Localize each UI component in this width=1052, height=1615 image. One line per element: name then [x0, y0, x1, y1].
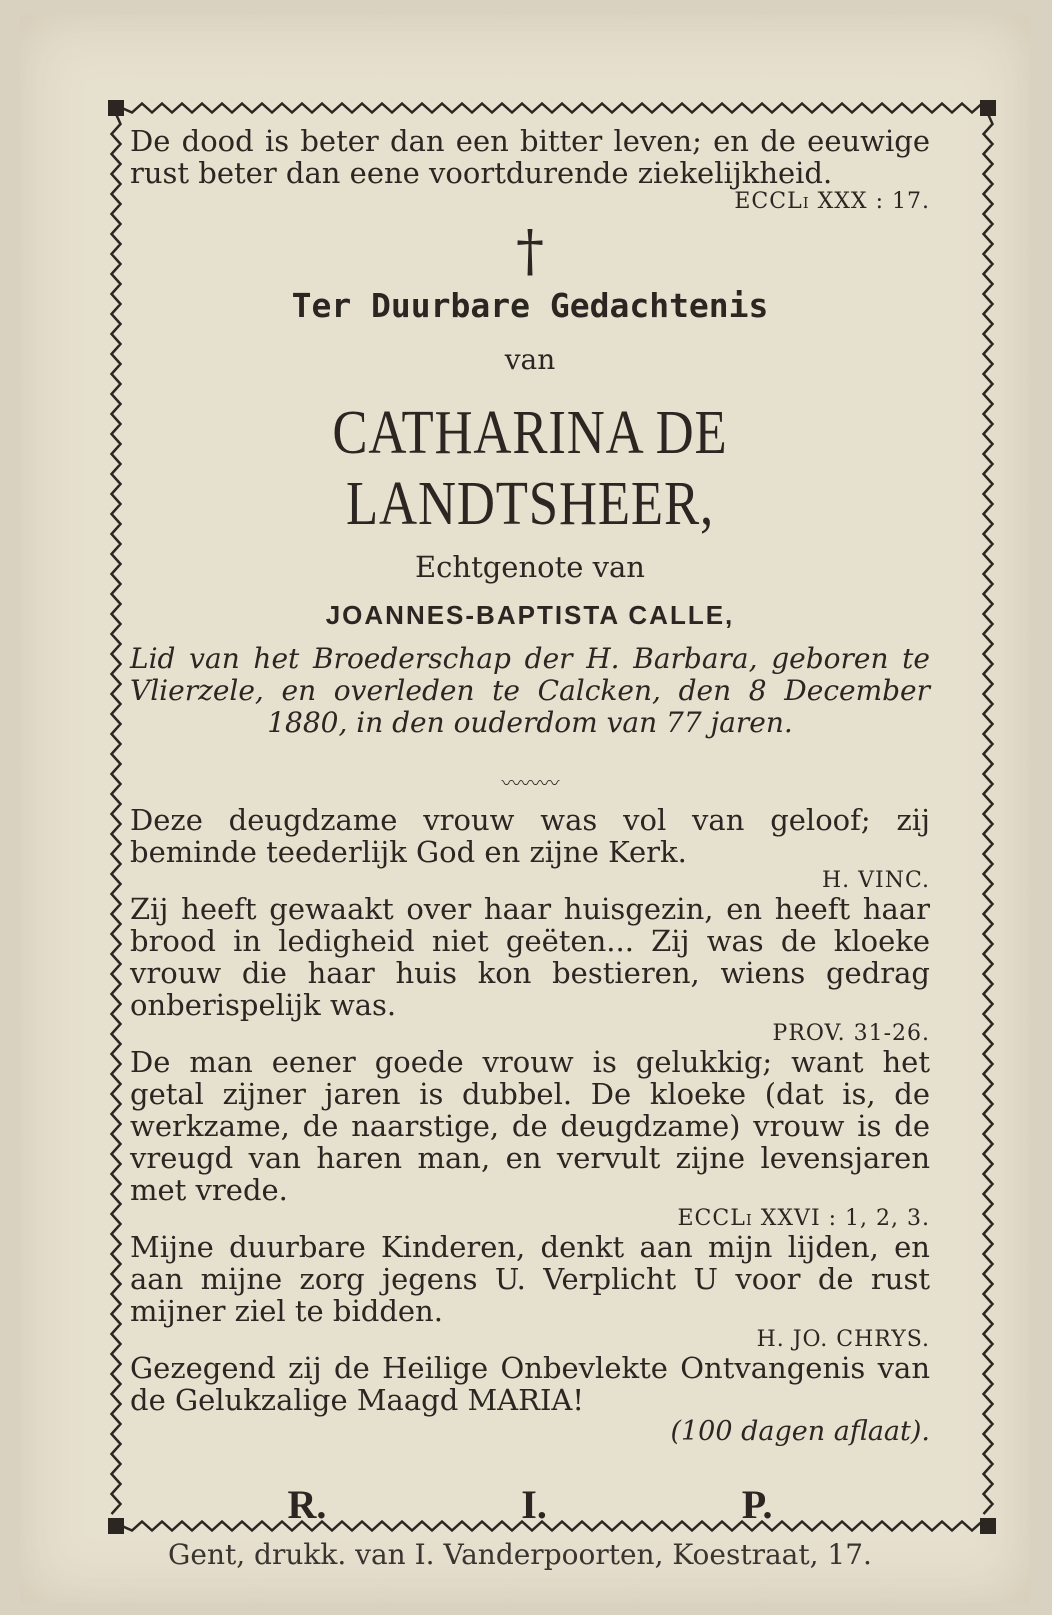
printer-imprint: Gent, drukk. van I. Vanderpoorten, Koestraat, 17.: [168, 1538, 872, 1571]
border-zigzag: [112, 114, 121, 1514]
indulgence-note: (100 dagen aflaat).: [670, 1416, 930, 1447]
spouse-name: JOANNES-BAPTISTA CALLE,: [325, 600, 735, 630]
passage-text: Mijne duurbare Kinderen, denkt aan mijn lijden, en aan mijne zorg jegens U. Verplicht U voor de rust mijner ziel te bidden.: [130, 1230, 930, 1328]
passage-reference: PROV. 31-26.: [772, 1021, 930, 1046]
border-corner-block: [980, 100, 996, 116]
ornament-divider: 〰〰〰: [501, 771, 559, 795]
passage-text: Zij heeft gewaakt over haar huisgezin, en heeft haar brood in ledigheid niet geëten... Zij was de kloeke vrouw die haar huis kon bestieren, wiens gedrag onberispelijk was.: [130, 892, 930, 1022]
title-van: van: [504, 343, 556, 376]
deceased-name: CATHARINA DE LANDTSHEER,: [332, 399, 728, 538]
card-content: [130, 125, 930, 1528]
biography: Lid van het Broederschap der H. Barbara, geboren te Vlierzele, en overleden te Calcken, den 8 December 1880, in den ouderdom van 77 jaren.: [130, 642, 930, 739]
passage-text: Deze deugdzame vrouw was vol van geloof; zij beminde teederlijk God en zijne Kerk.: [130, 803, 930, 869]
spouse-intro: Echtgenote van: [415, 550, 645, 584]
memorial-title: Ter Duurbare Gedachtenis: [291, 286, 769, 325]
rip-line: [190, 1481, 870, 1528]
border-corner-block: [108, 100, 124, 116]
border-corner-block: [980, 1518, 996, 1534]
border-zigzag: [984, 114, 993, 1514]
passage-text: De man eener goede vrouw is gelukkig; want het getal zijner jaren is dubbel. De kloeke (dat is, de werkzame, de naarstige, de deugdzame) vrouw is de vreugd van haren man, en vervult zijne levensjaren met vrede.: [130, 1045, 930, 1207]
epigraph-text: De dood is beter dan een bitter leven; en de eeuwige rust beter dan eene voortdurende ziekelijkheid.: [130, 124, 930, 190]
cross-icon: †: [516, 219, 544, 284]
passage-reference: H. JO. CHRYS.: [756, 1327, 930, 1352]
passage-reference: ECCLi XXVI : 1, 2, 3.: [677, 1206, 930, 1231]
passage-text: Gezegend zij de Heilige Onbevlekte Ontvangenis van de Gelukzalige Maagd MARIA!: [130, 1351, 930, 1417]
rip-letter: P.: [741, 1482, 773, 1527]
epigraph-reference: ECCLi XXX : 17.: [734, 189, 930, 214]
border-corner-block: [108, 1518, 124, 1534]
rip-letter: R.: [287, 1482, 327, 1527]
border-zigzag: [122, 104, 982, 113]
passage-reference: H. VINC.: [821, 868, 930, 893]
rip-letter: I.: [521, 1482, 547, 1527]
